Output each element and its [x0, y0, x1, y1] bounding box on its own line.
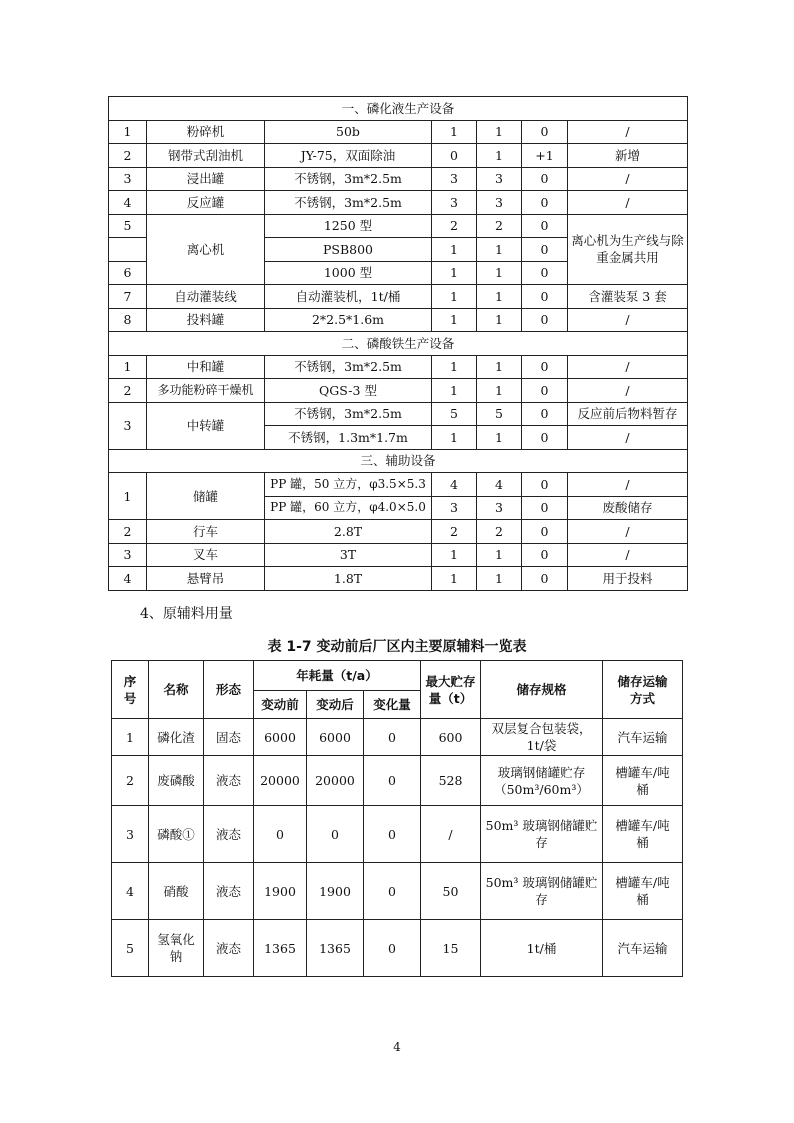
table-row: 3 中转罐 不锈钢，3m*2.5m 5 5 0 反应前后物料暂存 — [109, 402, 688, 426]
table-row: 7 自动灌装线 自动灌装机，1t/桶 1 1 0 含灌装泵 3 套 — [109, 285, 688, 309]
table-row: 3 浸出罐 不锈钢，3m*2.5m 3 3 0 / — [109, 167, 688, 191]
table-row: 4 悬臂吊 1.8T 1 1 0 用于投料 — [109, 567, 688, 591]
header-after: 变动后 — [307, 691, 364, 719]
table-row: PP 罐，60 立方，φ4.0×5.0 3 3 0 废酸储存 — [109, 496, 688, 520]
materials-table — [111, 660, 683, 977]
section-title: 三、辅助设备 — [109, 449, 688, 473]
table-row: 5 氢氧化钠 液态 1365 1365 0 15 1t/桶 汽车运输 — [112, 920, 683, 977]
header-before: 变动前 — [254, 691, 307, 719]
section-header-row — [109, 449, 688, 473]
table-row: 1 中和罐 不锈钢，3m*2.5m 1 1 0 / — [109, 355, 688, 379]
table-row: 1 储罐 PP 罐，50 立方，φ3.5×5.3 4 4 0 / — [109, 473, 688, 497]
table-row: 3 叉车 3T 1 1 0 / — [109, 543, 688, 567]
header-form: 形态 — [204, 661, 254, 719]
section-header-row — [109, 332, 688, 356]
header-row — [112, 661, 683, 691]
table-row: 2 行车 2.8T 2 2 0 / — [109, 520, 688, 544]
section-title: 一、磷化液生产设备 — [109, 97, 688, 121]
header-annual: 年耗量（t/a） — [254, 661, 421, 691]
section-title: 二、磷酸铁生产设备 — [109, 332, 688, 356]
table-row: 1 粉碎机 50b 1 1 0 / — [109, 120, 688, 144]
section-heading: 4、原辅料用量 — [140, 606, 233, 622]
table-row: 2 多功能粉碎干燥机 QGS-3 型 1 1 0 / — [109, 379, 688, 403]
table-row: 3 磷酸① 液态 0 0 0 / 50m³ 玻璃钢储罐贮存 槽罐车/吨桶 — [112, 806, 683, 863]
page-number: 4 — [393, 1040, 401, 1054]
header-transport: 储存运输方式 — [603, 661, 683, 719]
table-row: 不锈钢，1.3m*1.7m 1 1 0 / — [109, 426, 688, 450]
table-caption: 表 1-7 变动前后厂区内主要原辅料一览表 — [267, 639, 527, 655]
equipment-table — [108, 96, 688, 591]
table-row: 4 反应罐 不锈钢，3m*2.5m 3 3 0 / — [109, 191, 688, 215]
header-change: 变化量 — [364, 691, 421, 719]
header-name: 名称 — [149, 661, 204, 719]
table-row: 6 1000 型 1 1 0 — [109, 261, 688, 285]
table-row: 2 钢带式刮油机 JY-75，双面除油 0 1 +1 新增 — [109, 144, 688, 168]
table-row: 5 离心机 1250 型 2 2 0 离心机为生产线与除重金属共用 — [109, 214, 688, 238]
header-storage: 储存规格 — [481, 661, 603, 719]
header-maxstore: 最大贮存量（t） — [421, 661, 481, 719]
table-row: 1 磷化渣 固态 6000 6000 0 600 双层复合包装袋，1t/袋 汽车运输 — [112, 719, 683, 756]
header-no: 序号 — [112, 661, 149, 719]
table-row: 8 投料罐 2*2.5*1.6m 1 1 0 / — [109, 308, 688, 332]
table-row: 2 废磷酸 液态 20000 20000 0 528 玻璃钢储罐贮存 （50m³/60m³） 槽罐车/吨桶 — [112, 756, 683, 806]
table-row: PSB800 1 1 0 — [109, 238, 688, 262]
section-header-row — [109, 97, 688, 121]
table-row: 4 硝酸 液态 1900 1900 0 50 50m³ 玻璃钢储罐贮存 槽罐车/吨桶 — [112, 863, 683, 920]
